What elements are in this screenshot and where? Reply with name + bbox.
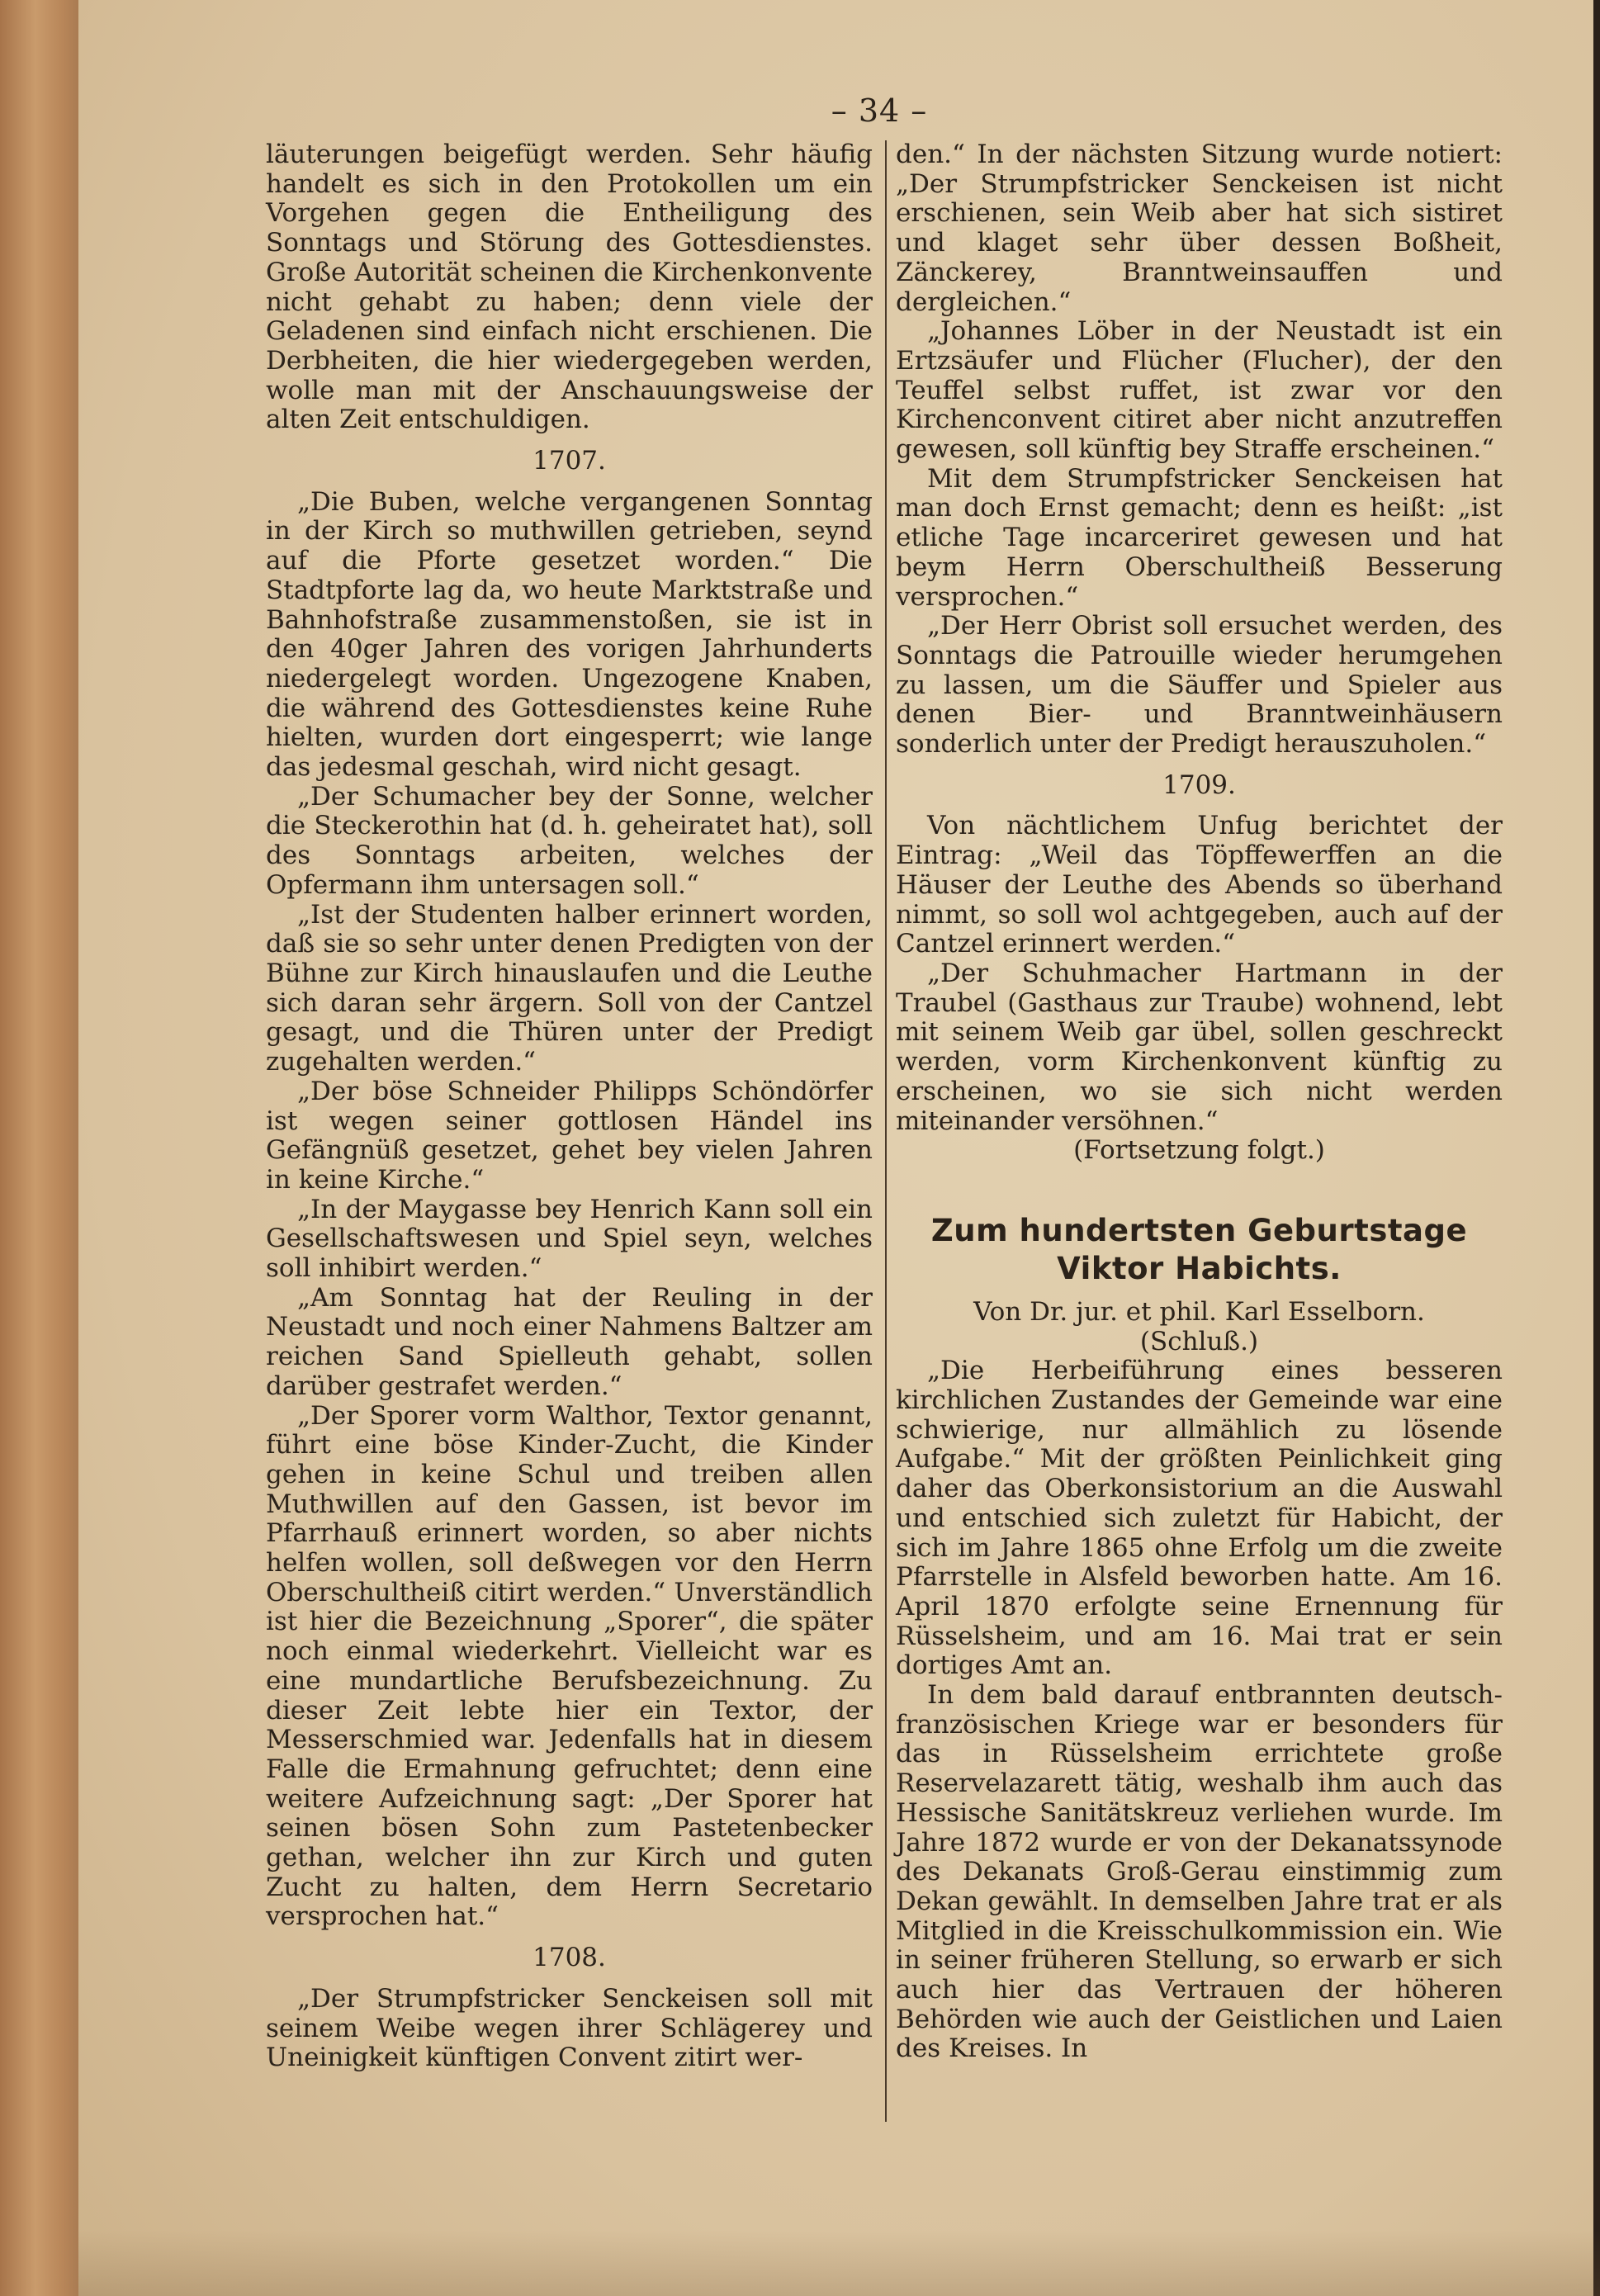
article-title-line-2: Viktor Habichts. (1057, 1250, 1342, 1286)
paragraph: den.“ In der nächsten Sitzung wurde notiert: „Der Strumpfstricker Senckeisen ist nicht erschienen, sein Weib aber hat sich sistiret und klaget sehr über dessen Boßheit, Zänckerey, Branntweinsauffen und dergleichen.“ (896, 140, 1503, 317)
paragraph: „Der Sporer vorm Walthor, Textor genannt, führt eine böse Kinder-Zucht, die Kinder gehen in keine Schul und treiben allen Muthwillen auf den Gassen, ist bevor im Pfarrhauß erinnert worden, so aber nichts helfen wollen, soll deßwegen vor den Herrn Oberschultheiß citirt werden.“ Unverständlich ist hier die Bezeichnung „Sporer“, die später noch einmal wiederkehrt. Vielleicht war es eine mundartliche Berufsbezeichnung. Zu dieser Zeit lebte hier ein Textor, der Messerschmied war. Jedenfalls hat in diesem Falle die Ermahnung gefruchtet; denn eine weitere Aufzeichnung sagt: „Der Sporer hat seinen bösen Sohn zum Pastetenbecker gethan, welcher ihn zur Kirch und guten Zucht zu halten, dem Herrn Secretario versprochen hat.“ (266, 1400, 873, 1932)
year-heading: 1709. (1162, 769, 1236, 800)
article-title (896, 1212, 1503, 1288)
page-number: – 34 – (831, 92, 928, 129)
continued-note: (Fortsetzung folgt.) (1073, 1135, 1325, 1166)
paragraph: „Der böse Schneider Philipps Schöndörfer ist wegen seiner gottlosen Händel ins Gefängnüß gesetzet, gehet bey vielen Jahren in keine Kirche.“ (266, 1076, 873, 1195)
column-divider (885, 140, 887, 2122)
page-right-edge (1593, 0, 1600, 2296)
paragraph: „Der Schuhmacher Hartmann in der Traubel (Gasthaus zur Traube) wohnend, lebt mit seinem Weib gar übel, sollen geschreckt werden, vorm Kirchenkonvent künftig zu erscheinen, wo sie sich nicht werden miteinander versöhnen.“ (896, 958, 1503, 1136)
paragraph: In dem bald darauf entbrannten deutsch-französischen Kriege war er besonders für das in Rüsselsheim errichtete große Reservelazarett tätig, weshalb ihm auch das Hessische Sanitätskreuz verliehen wurde. Im Jahre 1872 wurde er von der Dekanatssynode des Dekanats Groß-Gerau einstimmig zum Dekan gewählt. In demselben Jahre trat er als Mitglied in die Kreisschulkommission ein. Wie in seiner früheren Stellung, so erwarb er sich auch hier das Vertrauen der höheren Behörden wie auch der Geistlichen und Laien des Kreises. In (896, 1680, 1503, 2064)
year-heading: 1708. (533, 1943, 606, 1973)
paragraph: läuterungen beigefügt werden. Sehr häufig handelt es sich in den Protokollen um ein Vorgehen gegen die Entheiligung des Sonntags und Störung des Gottesdienstes. Große Autorität scheinen die Kirchenkonvente nicht gehabt zu haben; denn viele der Geladenen sind einfach nicht erschienen. Die Derbheiten, die hier wiedergegeben werden, wolle man mit der Anschauungsweise der alten Zeit entschuldigen. (266, 140, 873, 435)
paragraph: „Johannes Löber in der Neustadt ist ein Ertzsäufer und Flücher (Flucher), der den Teuffel selbst ruffet, ist zwar vor den Kirchenconvent citiret aber nicht anzutreffen gewesen, soll künftig bey Straffe erscheinen.“ (896, 316, 1503, 465)
paragraph: „In der Maygasse bey Henrich Kann soll ein Gesellschaftswesen und Spiel seyn, welches soll inhibirt werden.“ (266, 1194, 873, 1284)
byline: Von Dr. jur. et phil. Karl Esselborn. (973, 1296, 1425, 1327)
paragraph: „Die Buben, welche vergangenen Sonntag in der Kirch so muthwillen getrieben, seynd auf die Pforte gesetzet worden.“ Die Stadtpforte lag da, wo heute Marktstraße und Bahnhofstraße zusammenstoßen, sie ist in den 40ger Jahren des vorigen Jahrhunderts niedergelegt worden. Ungezogene Knaben, die während des Gottesdienstes keine Ruhe hielten, wurden dort eingesperrt; wie lange das jedesmal geschah, wird nicht gesagt. (266, 486, 873, 783)
paragraph: Mit dem Strumpfstricker Senckeisen hat man doch Ernst gemacht; denn es heißt: „ist etliche Tage incarceriret gewesen und hat beym Herrn Oberschultheiß Besserung versprochen.“ (896, 463, 1503, 612)
year-heading: 1707. (533, 446, 606, 476)
paragraph: „Die Herbeiführung eines besseren kirchlichen Zustandes der Gemeinde war eine schwierige, nur allmählich zu lösende Aufgabe.“ Mit der größten Peinlichkeit ging daher das Oberkonsistorium an die Auswahl und entschied sich zuletzt für Habicht, der sich im Jahre 1865 ohne Erfolg um die zweite Pfarrstelle in Alsfeld beworben hatte. Am 16. April 1870 erfolgte seine Ernennung für Rüsselsheim, und am 16. Mai trat er sein dortiges Amt an. (896, 1356, 1503, 1681)
book-binding-edge (0, 0, 78, 2296)
paragraph: Von nächtlichem Unfug berichtet der Eintrag: „Weil das Töpffewerffen an die Häuser der Leuthe des Abends so überhand nimmt, so soll wol achtgegeben, auch auf der Cantzel erinnert werden.“ (896, 811, 1503, 959)
paragraph: „Der Schumacher bey der Sonne, welcher die Steckerothin hat (d. h. geheiratet hat), soll des Sonntags arbeiten, welches der Opfermann ihm untersagen soll.“ (266, 781, 873, 900)
right-column (896, 140, 1503, 2064)
paragraph: „Am Sonntag hat der Reuling in der Neustadt und noch einer Nahmens Baltzer am reichen Sand Spielleuth gehabt, sollen darüber gestrafet werden.“ (266, 1282, 873, 1401)
paragraph: „Ist der Studenten halber erinnert worden, daß sie so sehr unter denen Predigten von der Bühne zur Kirch hinauslaufen und die Leuthe sich daran sehr ärgern. Soll von der Cantzel gesagt, und die Thüren unter der Predigt zugehalten werden.“ (266, 899, 873, 1077)
paragraph: „Der Strumpfstricker Senckeisen soll mit seinem Weibe wegen ihrer Schlägerey und Uneinigkeit künftigen Convent zitirt wer- (266, 1983, 873, 2073)
page-bottom-shading (78, 2230, 1600, 2296)
paragraph: „Der Herr Obrist soll ersuchet werden, des Sonntags die Patrouille wieder herumgehen zu lassen, um die Säuffer und Spieler aus denen Bier- und Branntweinhäusern sonderlich unter der Predigt herauszuholen.“ (896, 611, 1503, 760)
conclusion-note: (Schluß.) (1139, 1326, 1259, 1356)
left-column (266, 140, 873, 2073)
article-title-line-1: Zum hundertsten Geburtstage (930, 1212, 1468, 1248)
